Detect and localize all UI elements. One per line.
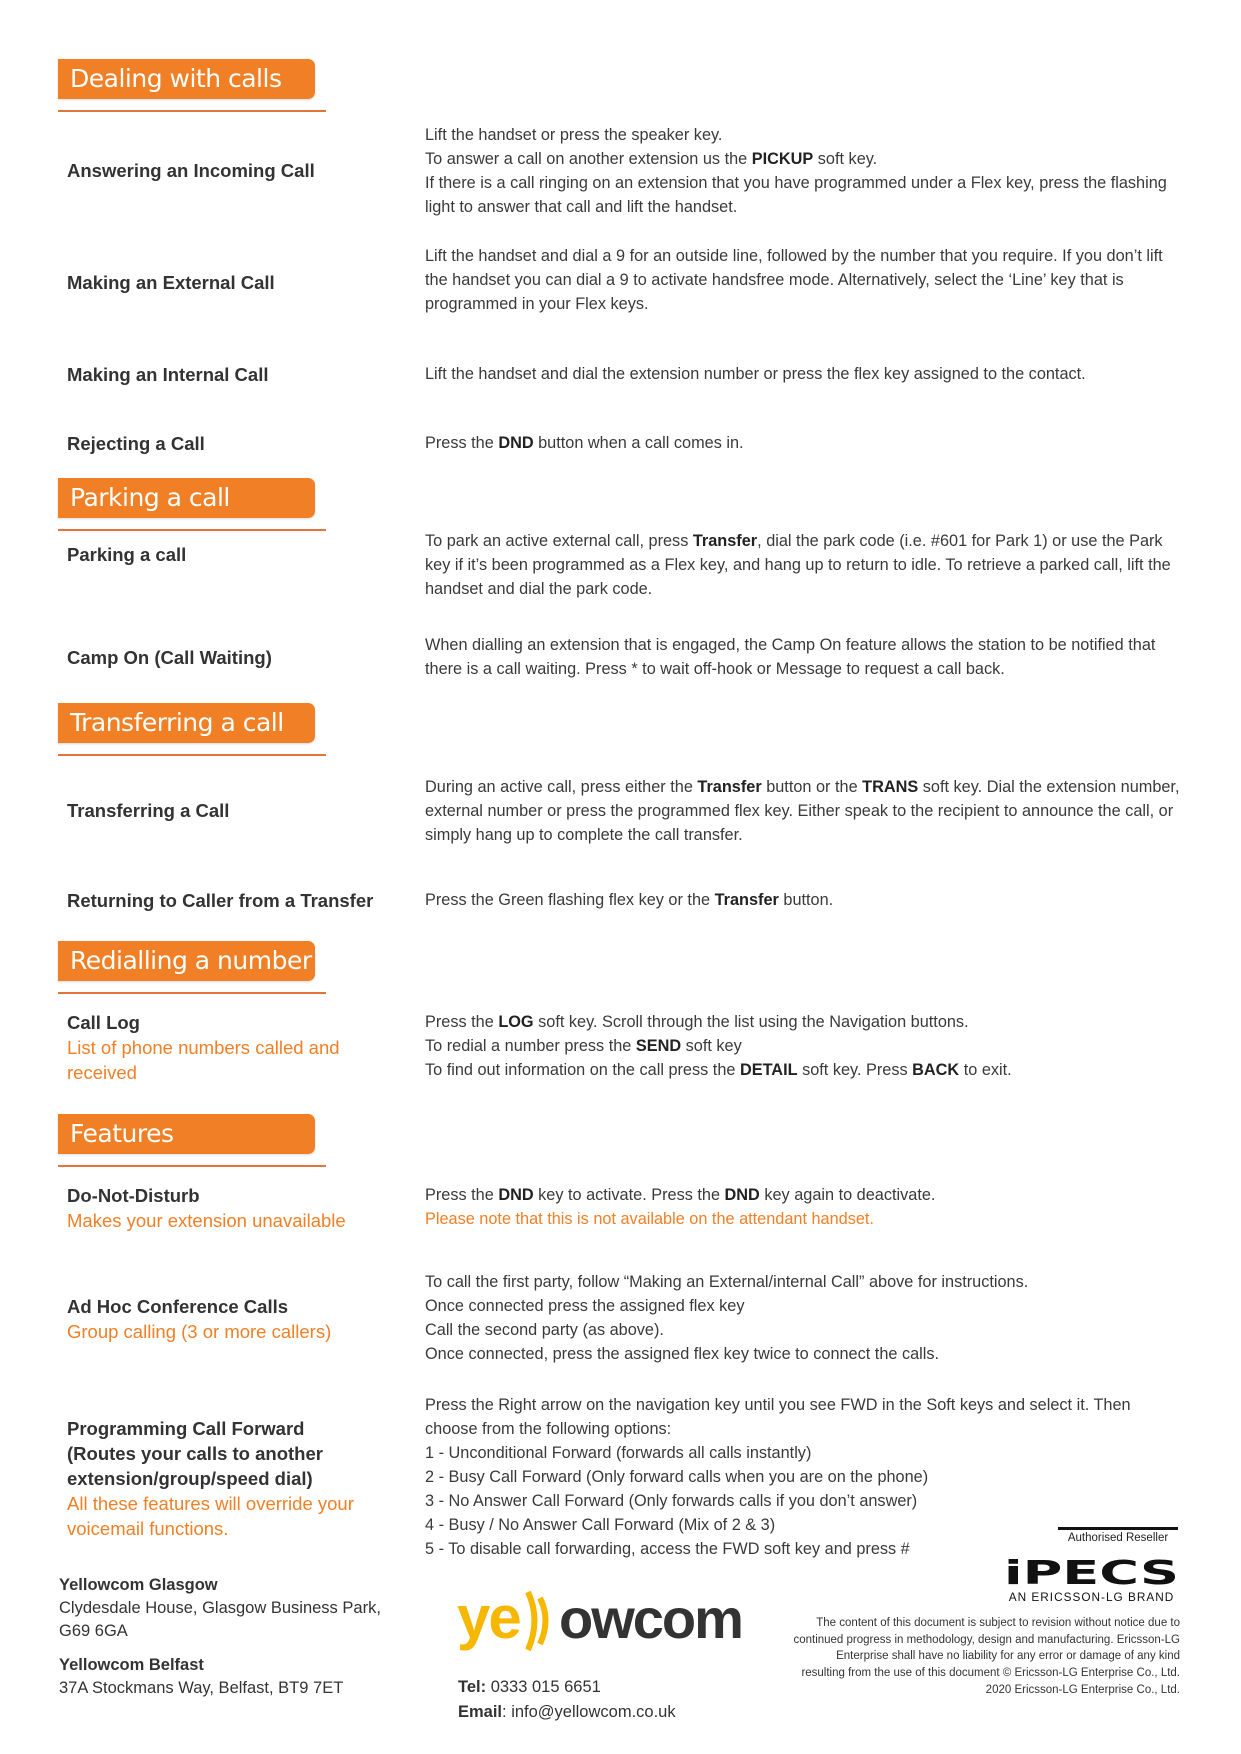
dnd-description bbox=[425, 1183, 1185, 1231]
answering-call-description bbox=[425, 123, 1185, 219]
transferring-call-description: During an active call, press either the Transfer button or the TRANS soft key. Dial the extension number, external number or press the programmed flex key. Either speak to the recipient to announce the call, or simply hang up to complete the call transfer. bbox=[425, 778, 1180, 844]
description-line: To answer a call on another extension us the PICKUP soft key. bbox=[425, 150, 878, 168]
yellowcom-logo bbox=[455, 1580, 745, 1660]
description-line: Once connected, press the assigned flex key twice to connect the calls. bbox=[425, 1345, 940, 1363]
ericsson-lg-brand: AN ERICSSON-LG BRAND bbox=[1008, 1590, 1175, 1604]
section-header-redialling bbox=[58, 941, 315, 981]
description-line: Press the LOG soft key. Scroll through the list using the Navigation buttons. bbox=[425, 1013, 969, 1031]
dnd-label: Do-Not-Disturb Makes your extension unavailable bbox=[67, 1183, 387, 1233]
conference-label: Ad Hoc Conference Calls Group calling (3 or more callers) bbox=[67, 1294, 397, 1344]
description-line: Once connected press the assigned flex key bbox=[425, 1297, 745, 1315]
forward-option: 5 - To disable call forwarding, access the FWD soft key and press # bbox=[425, 1540, 910, 1558]
section-title: Dealing with calls bbox=[58, 59, 315, 99]
call-forward-subtitle: All these features will override your voicemail functions. bbox=[67, 1493, 354, 1539]
section-title: Features bbox=[58, 1114, 315, 1154]
description-line: To redial a number press the SEND soft key bbox=[425, 1037, 742, 1055]
description-line: To call the first party, follow “Making an External/internal Call” above for instructions. bbox=[425, 1273, 1029, 1291]
description-line: To find out information on the call press the DETAIL soft key. Press BACK to exit. bbox=[425, 1061, 1012, 1079]
parking-call-label: Parking a call bbox=[67, 544, 187, 565]
section-header-transferring bbox=[58, 703, 315, 743]
dnd-note: Please note that this is not available on the attendant handset. bbox=[425, 1210, 874, 1228]
forward-option: 1 - Unconditional Forward (forwards all calls instantly) bbox=[425, 1444, 812, 1462]
section-divider bbox=[58, 1165, 326, 1167]
office-title: Yellowcom Belfast bbox=[59, 1656, 204, 1674]
external-call-description: Lift the handset and dial a 9 for an outside line, followed by the number that you require. If you don’t lift the handset you can dial a 9 to activate handsfree mode. Alternatively, select the ‘Line’ key that is programmed in your Flex keys. bbox=[425, 247, 1163, 313]
rejecting-call-description: Press the DND button when a call comes in. bbox=[425, 434, 744, 452]
office-title: Yellowcom Glasgow bbox=[59, 1576, 218, 1594]
forward-option: 3 - No Answer Call Forward (Only forwards calls if you don’t answer) bbox=[425, 1492, 918, 1510]
authorised-reseller-label: Authorised Reseller bbox=[1058, 1527, 1178, 1544]
transferring-call-label: Transferring a Call bbox=[67, 800, 230, 821]
call-log-label: Call Log List of phone numbers called and received bbox=[67, 1010, 367, 1085]
external-call-label: Making an External Call bbox=[67, 272, 275, 293]
section-header-features bbox=[58, 1114, 315, 1154]
returning-caller-description: Press the Green flashing flex key or the Transfer button. bbox=[425, 891, 834, 909]
conference-description bbox=[425, 1270, 1185, 1366]
answering-call-label: Answering an Incoming Call bbox=[67, 160, 315, 181]
internal-call-description: Lift the handset and dial the extension number or press the flex key assigned to the contact. bbox=[425, 365, 1086, 383]
description-line: If there is a call ringing on an extension that you have programmed under a Flex key, press the flashing light to answer that call and lift the handset. bbox=[425, 174, 1167, 216]
disclaimer-text: The content of this document is subject to revision without notice due to continued progress in methodology, design and manufacturing. Ericsson-LG Enterprise shall have no liability for any error or damage of any kind resulting from the use of this document © Ericsson-LG Enterprise Co., Ltd. 2020 Ericsson-LG Enterprise Co., Ltd. bbox=[793, 1617, 1180, 1696]
glasgow-address bbox=[59, 1574, 404, 1643]
dnd-subtitle: Makes your extension unavailable bbox=[67, 1210, 346, 1231]
section-header-parking bbox=[58, 478, 315, 518]
contact-details bbox=[458, 1675, 676, 1725]
svg-text:owcom: owcom bbox=[559, 1587, 742, 1650]
office-address: Clydesdale House, Glasgow Business Park, G69 6GA bbox=[59, 1599, 381, 1640]
email-line: Email: info@yellowcom.co.uk bbox=[458, 1703, 676, 1721]
forward-option: 2 - Busy Call Forward (Only forward calls when you are on the phone) bbox=[425, 1468, 929, 1486]
camp-on-description: When dialling an extension that is engaged, the Camp On feature allows the station to be notified that there is a call waiting. Press * to wait off-hook or Message to request a call back. bbox=[425, 636, 1156, 678]
office-address: 37A Stockmans Way, Belfast, BT9 7ET bbox=[59, 1679, 344, 1697]
section-header-dealing bbox=[58, 59, 315, 99]
svg-text:iPECS: iPECS bbox=[1004, 1557, 1179, 1587]
call-log-subtitle: List of phone numbers called and received bbox=[67, 1037, 340, 1083]
section-divider bbox=[58, 110, 326, 112]
section-title: Redialling a number bbox=[58, 941, 315, 981]
section-divider bbox=[58, 529, 326, 531]
forward-option: 4 - Busy / No Answer Call Forward (Mix of 2 & 3) bbox=[425, 1516, 776, 1534]
phone-line: Tel: 0333 015 6651 bbox=[458, 1678, 601, 1696]
description-line: Lift the handset or press the speaker key. bbox=[425, 126, 723, 144]
section-divider bbox=[58, 992, 326, 994]
rejecting-call-label: Rejecting a Call bbox=[67, 433, 205, 454]
ipecs-logo bbox=[1004, 1557, 1179, 1592]
section-divider bbox=[58, 754, 326, 756]
belfast-address bbox=[59, 1654, 343, 1700]
camp-on-label: Camp On (Call Waiting) bbox=[67, 647, 272, 668]
parking-call-description: To park an active external call, press Transfer, dial the park code (i.e. #601 for Park 1) or use the Park key if it’s been programmed as a Flex key, and hang up to return to idle. To retrieve a parked call, lift the handset and dial the park code. bbox=[425, 532, 1171, 598]
call-forward-label: Programming Call Forward (Routes your calls to another extension/group/speed dial) All these features will override your voicemail functions. bbox=[67, 1416, 357, 1541]
internal-call-label: Making an Internal Call bbox=[67, 364, 269, 385]
description-line: Press the DND key to activate. Press the DND key again to deactivate. bbox=[425, 1186, 936, 1204]
returning-caller-label: Returning to Caller from a Transfer bbox=[67, 890, 374, 911]
svg-text:ye: ye bbox=[457, 1584, 520, 1651]
section-title: Parking a call bbox=[58, 478, 315, 518]
description-line: Call the second party (as above). bbox=[425, 1321, 664, 1339]
conference-subtitle: Group calling (3 or more callers) bbox=[67, 1321, 332, 1342]
section-title: Transferring a call bbox=[58, 703, 315, 743]
call-log-description bbox=[425, 1010, 1185, 1082]
description-line: Press the Right arrow on the navigation key until you see FWD in the Soft keys and select it. Then choose from the following options: bbox=[425, 1396, 1131, 1438]
